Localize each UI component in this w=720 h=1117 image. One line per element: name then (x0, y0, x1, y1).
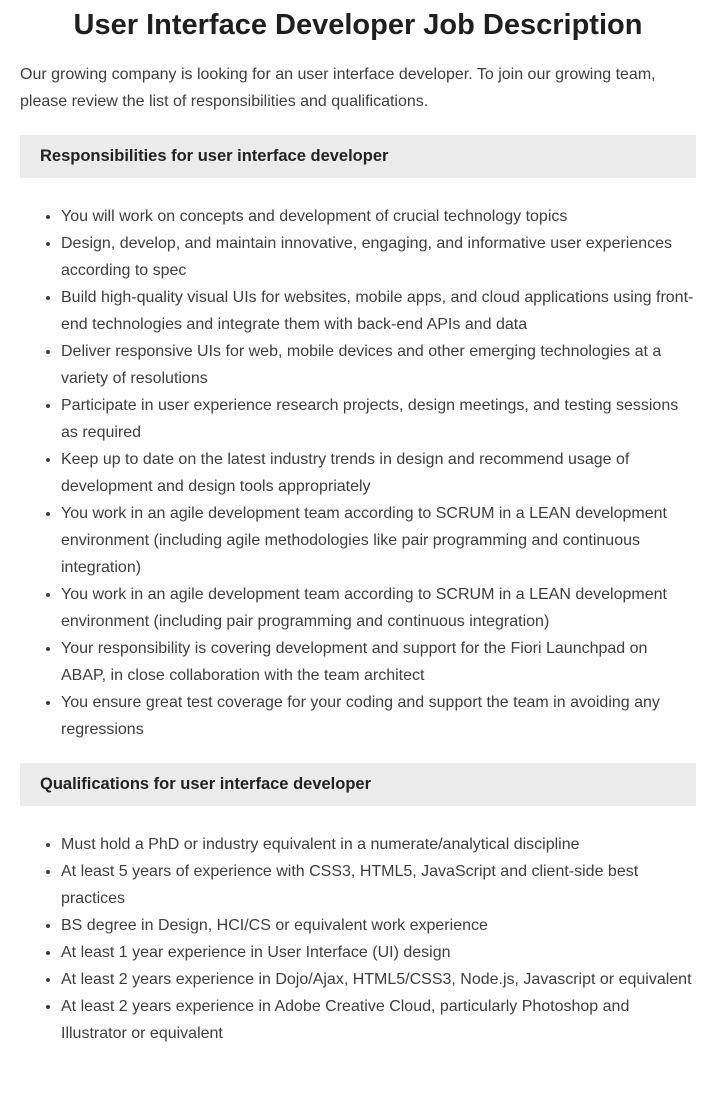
list-item: • You ensure great test coverage for your coding and support the team in avoiding any regressions (61, 689, 696, 743)
section-header-qualifications (20, 763, 696, 806)
list-item: • At least 5 years of experience with CSS3, HTML5, JavaScript and client-side best practices (61, 858, 696, 912)
list-item: • You work in an agile development team according to SCRUM in a LEAN development environment (including agile methodologies like pair programming and continuous integration) (61, 500, 696, 581)
list-item: • Participate in user experience research projects, design meetings, and testing sessions as required (61, 392, 696, 446)
responsibilities-list (20, 203, 696, 743)
list-item: • Must hold a PhD or industry equivalent in a numerate/analytical discipline (61, 831, 696, 858)
page-title: User Interface Developer Job Description (73, 9, 643, 41)
section-header-responsibilities (20, 135, 696, 178)
list-item: • You will work on concepts and development of crucial technology topics (61, 203, 696, 230)
section-heading-text: Qualifications for user interface developer (40, 775, 372, 794)
list-item: • BS degree in Design, HCI/CS or equivalent work experience (61, 912, 696, 939)
section-heading-text: Responsibilities for user interface developer (40, 147, 389, 166)
list-item: • Build high-quality visual UIs for websites, mobile apps, and cloud applications using front-end technologies and integrate them with back-end APIs and data (61, 284, 696, 338)
list-item: • Design, develop, and maintain innovative, engaging, and informative user experiences according to spec (61, 230, 696, 284)
list-item: • At least 2 years experience in Dojo/Ajax, HTML5/CSS3, Node.js, Javascript or equivalent (61, 966, 696, 993)
list-item: • Deliver responsive UIs for web, mobile devices and other emerging technologies at a variety of resolutions (61, 338, 696, 392)
list-item: • Keep up to date on the latest industry trends in design and recommend usage of development and design tools appropriately (61, 446, 696, 500)
intro-paragraph: Our growing company is looking for an user interface developer. To join our growing team, please review the list of responsibilities and qualifications. (20, 66, 656, 111)
job-description-page (0, 7, 720, 1067)
list-item: • At least 2 years experience in Adobe Creative Cloud, particularly Photoshop and Illustrator or equivalent (61, 993, 696, 1047)
list-item: • Your responsibility is covering development and support for the Fiori Launchpad on ABAP, in close collaboration with the team architect (61, 635, 696, 689)
list-item: • At least 1 year experience in User Interface (UI) design (61, 939, 696, 966)
list-item: • You work in an agile development team according to SCRUM in a LEAN development environment (including pair programming and continuous integration) (61, 581, 696, 635)
qualifications-list (20, 831, 696, 1047)
